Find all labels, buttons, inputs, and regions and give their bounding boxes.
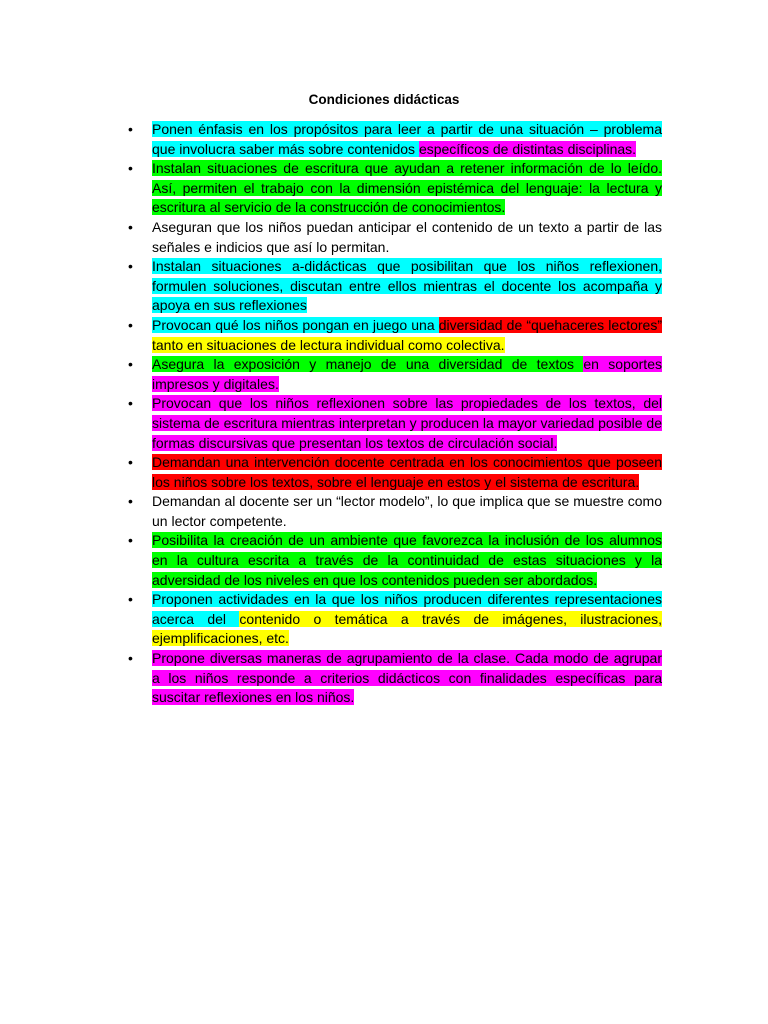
item-text-segment: contenido o temática a través de imágenes, ilustraciones, ejemplificaciones, etc.: [152, 610, 663, 647]
bullet-icon: •: [128, 258, 133, 275]
bullet-icon: •: [128, 650, 133, 667]
item-text-segment: Posibilita la creación de un ambiente que favorezca la inclusión de los alumnos en la cultura escrita a través de la continuidad de estas situaciones y la adversidad de los niveles en que los contenidos pueden ser abordados.: [152, 532, 662, 588]
item-text-segment: Proponen actividades en la que los niños producen diferentes representaciones acerca del: [152, 591, 662, 627]
list-item: [124, 355, 662, 394]
list-item: [124, 159, 662, 218]
list-item: [124, 120, 662, 159]
bullet-icon: •: [128, 160, 133, 177]
list-item: [124, 453, 662, 492]
list-item: [124, 394, 662, 453]
item-text-segment: Instalan situaciones de escritura que ayudan a retener información de lo leído. Así, permiten el trabajo con la dimensión epistémica del lenguaje: la lectura y escritura al servicio de la construcción de conocimientos.: [152, 160, 662, 216]
item-text-segment: Demandan una intervención docente centrada en los conocimientos que poseen los niños sobre los textos, sobre el lenguaje en estos y el sistema de escritura.: [152, 454, 662, 490]
item-text-segment: tanto en situaciones de lectura individual como colectiva.: [152, 336, 505, 353]
item-text-segment: Ponen énfasis en los propósitos para leer a partir de una situación – problema que involucra saber más sobre contenidos: [152, 121, 662, 157]
item-text-segment: Instalan situaciones a-didácticas que posibilitan que los niños reflexionen, formulen soluciones, discutan entre ellos mientras el docente los acompaña y apoya en sus reflexiones: [152, 258, 662, 314]
list-item: [124, 218, 662, 257]
conditions-list: [124, 120, 662, 708]
bullet-icon: •: [128, 218, 133, 235]
bullet-icon: •: [128, 316, 133, 333]
item-text-segment: diversidad de “quehaceres lectores”: [438, 316, 662, 333]
list-item: [124, 257, 662, 316]
item-text-segment: específicos de distintas disciplinas.: [418, 140, 637, 157]
list-item: [124, 531, 662, 590]
item-text-segment: Provocan que los niños reflexionen sobre las propiedades de los textos, del sistema de escritura mientras interpretan y producen la mayor variedad posible de formas discursivas que presentan los textos de circulación social.: [152, 395, 662, 451]
item-text-segment: Provocan qué los niños pongan en juego una: [152, 316, 439, 333]
list-item: [124, 649, 662, 708]
list-item: [124, 590, 662, 649]
bullet-icon: •: [128, 591, 133, 608]
bullet-icon: •: [128, 395, 133, 412]
bullet-icon: •: [128, 454, 133, 471]
item-text-segment: Demandan al docente ser un “lector modelo”, lo que implica que se muestre como un lector competente.: [152, 493, 662, 529]
item-text-segment: Aseguran que los niños puedan anticipar el contenido de un texto a partir de las señales e indicios que así lo permitan.: [152, 218, 662, 255]
document-title: Condiciones didácticas: [308, 92, 460, 107]
bullet-icon: •: [128, 121, 133, 137]
item-text-segment: en soportes impresos y digitales.: [152, 356, 662, 392]
list-item: [124, 492, 662, 531]
bullet-icon: •: [128, 493, 133, 510]
list-item: [124, 316, 662, 355]
item-text-segment: Propone diversas maneras de agrupamiento de la clase. Cada modo de agrupar a los niños responde a criterios didácticos con finalidades específicas para suscitar reflexiones en los niños.: [152, 650, 662, 706]
bullet-icon: •: [128, 532, 133, 549]
item-text-segment: Asegura la exposición y manejo de una diversidad de textos: [152, 356, 584, 373]
bullet-icon: •: [128, 356, 133, 373]
